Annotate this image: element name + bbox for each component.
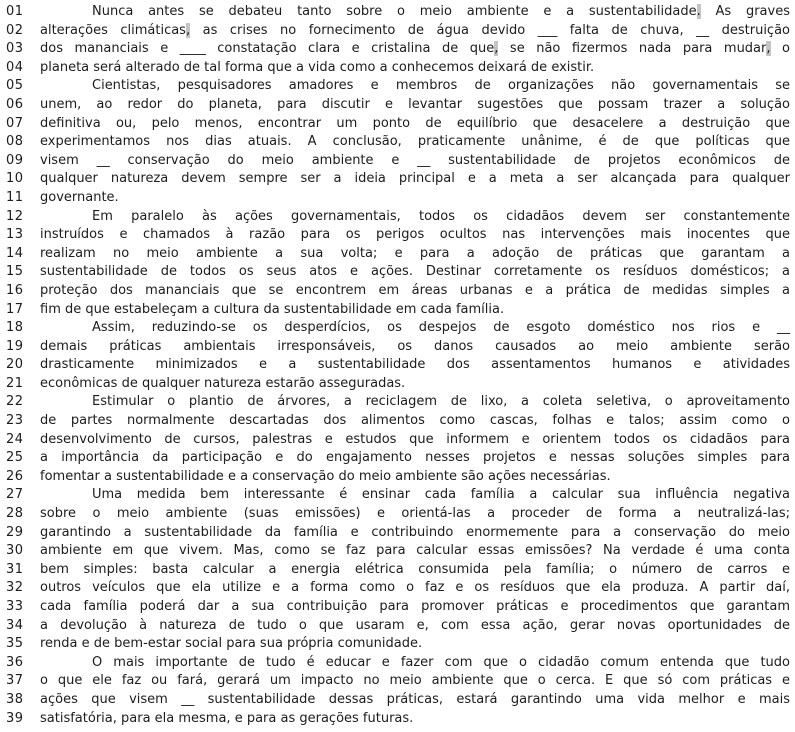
line-number: 15: [6, 264, 24, 280]
text-segment: proteção dos mananciais que se encontrem em áreas urbanas e a prática de medidas simples a: [40, 282, 790, 298]
text-line: [6, 77, 790, 96]
line-text: [40, 263, 790, 282]
line-text: [40, 245, 790, 264]
text-line: [6, 96, 790, 115]
text-segment: garantindo a sustentabilidade da família e contribuindo enormemente para a conservação do meio: [40, 524, 790, 540]
text-segment: Uma medida bem interessante é ensinar cada família a calcular sua influência negativa: [92, 487, 790, 503]
text-segment: Assim, reduzindo-se os desperdícios, os despejos de esgoto doméstico nos rios e __: [92, 320, 790, 336]
highlighted-punctuation: .: [696, 4, 701, 19]
text-line: [6, 170, 790, 189]
text-segment: as crises no fornecimento de água devido ___ falta de chuva, __ destruição: [190, 22, 790, 38]
line-number: 22: [6, 394, 24, 410]
line-number: 32: [6, 580, 24, 596]
text-line: [6, 468, 790, 487]
line-text: [40, 115, 790, 134]
line-number: 34: [6, 617, 24, 633]
text-line: [6, 3, 790, 22]
text-line: [6, 189, 790, 208]
text-segment: econômicas de qualquer natureza estarão asseguradas.: [40, 375, 406, 391]
text-segment: governante.: [40, 189, 119, 205]
text-segment: satisfatória, para ela mesma, e para as gerações futuras.: [40, 710, 414, 726]
text-line: [6, 115, 790, 134]
text-segment: qualquer natureza devem sempre ser a ideia principal e a meta a ser alcançada para qualquer: [40, 171, 790, 187]
text-segment: ambiente em que vivem. Mas, como se faz para calcular essas emissões? Na verdade é uma conta: [40, 543, 790, 559]
text-segment: bem simples: basta calcular a energia elétrica consumida pela família; o número de carros e: [40, 561, 790, 577]
text-line: [6, 338, 790, 357]
line-text: [40, 542, 790, 561]
text-segment: O mais importante de tudo é educar e fazer com que o cidadão comum entenda que tudo: [92, 654, 790, 670]
text-segment: realizam no meio ambiente a sua volta; e para a adoção de práticas que garantam a: [40, 245, 790, 261]
line-number: 24: [6, 431, 24, 447]
line-text: [40, 617, 790, 636]
line-number: 25: [6, 450, 24, 466]
text-segment: instruídos e chamados à razão para os perigos ocultos nas intervenções mais inocentes que: [40, 227, 790, 243]
line-text: [40, 301, 790, 320]
text-line: [6, 635, 790, 654]
text-line: [6, 393, 790, 412]
line-number: 08: [6, 134, 24, 150]
line-number: 10: [6, 171, 24, 187]
line-number: 20: [6, 357, 24, 373]
line-text: [40, 635, 790, 654]
text-segment: drasticamente minimizados e a sustentabilidade dos assentamentos humanos e atividades: [40, 357, 790, 373]
text-segment: demais práticas ambientais irresponsáveis, os danos causados ao meio ambiente serão: [40, 338, 790, 354]
text-segment: fim de que estabeleçam a cultura da sustentabilidade em cada família.: [40, 301, 505, 317]
text-line: [6, 561, 790, 580]
text-line: [6, 691, 790, 710]
line-text: [40, 375, 790, 394]
text-line: [6, 617, 790, 636]
text-segment: o: [770, 41, 790, 57]
text-line: [6, 226, 790, 245]
text-line: [6, 208, 790, 227]
text-segment: de partes normalmente descartadas dos alimentos como cascas, folhas e talos; assim como o: [40, 413, 790, 429]
line-number: 18: [6, 320, 24, 336]
line-text: [40, 40, 790, 59]
line-number: 01: [6, 4, 24, 19]
text-segment: Em paralelo às ações governamentais, todos os cidadãos devem ser constantemente: [92, 208, 790, 224]
line-text: [40, 691, 790, 710]
text-line: [6, 133, 790, 152]
text-segment: Cientistas, pesquisadores amadores e membros de organizações não governamentais se: [92, 78, 790, 94]
line-number: 12: [6, 208, 24, 224]
line-text: [40, 654, 790, 673]
text-segment: visem __ conservação do meio ambiente e __ sustentabilidade de projetos econômicos de: [40, 152, 790, 168]
line-text: [40, 170, 790, 189]
text-segment: a importância da participação e do engajamento nesses projetos e nessas soluções simples para: [40, 450, 790, 466]
line-text: [40, 486, 790, 505]
text-segment: desenvolvimento de cursos, palestras e estudos que informem e orientem todos os cidadãos para: [40, 431, 790, 447]
line-number: 28: [6, 506, 24, 522]
line-number: 14: [6, 245, 24, 261]
text-line: [6, 282, 790, 301]
line-text: [40, 59, 790, 78]
line-text: [40, 468, 790, 487]
line-number: 21: [6, 375, 24, 391]
text-segment: definitiva ou, pelo menos, encontrar um ponto de equilíbrio que desacelere a destruição que: [40, 115, 790, 131]
highlighted-punctuation: ,: [766, 41, 771, 57]
text-segment: alterações climáticas: [40, 22, 186, 38]
text-line: [6, 356, 790, 375]
line-text: [40, 208, 790, 227]
line-number: 33: [6, 599, 24, 614]
line-text: [40, 598, 790, 617]
line-number: 36: [6, 654, 24, 670]
text-segment: fomentar a sustentabilidade e a conservação do meio ambiente são ações necessárias.: [40, 468, 611, 484]
line-text: [40, 579, 790, 598]
line-number: 17: [6, 301, 24, 317]
text-line: [6, 654, 790, 673]
line-text: [40, 22, 790, 41]
text-segment: Nunca antes se debateu tanto sobre o meio ambiente e a sustentabilidade: [92, 4, 697, 19]
line-number: 11: [6, 189, 24, 205]
line-text: [40, 449, 790, 468]
line-number: 03: [6, 41, 24, 57]
line-number: 29: [6, 524, 24, 540]
line-number: 26: [6, 468, 24, 484]
text-segment: a devolução à natureza de tudo o que usaram e, com essa ação, gerar novas oportunidades de: [40, 617, 790, 633]
highlighted-punctuation: ,: [494, 41, 499, 57]
line-number: 30: [6, 543, 24, 559]
line-number: 04: [6, 59, 24, 75]
text-line: [6, 542, 790, 561]
line-number: 16: [6, 282, 24, 298]
line-number: 05: [6, 78, 24, 94]
line-number: 37: [6, 673, 24, 689]
text-line: [6, 710, 790, 729]
line-text: [40, 524, 790, 543]
line-number: 27: [6, 487, 24, 503]
text-line: [6, 672, 790, 691]
line-text: [40, 189, 790, 208]
line-text: [40, 710, 790, 729]
line-number: 02: [6, 22, 24, 38]
line-text: [40, 133, 790, 152]
text-line: [6, 598, 790, 617]
line-text: [40, 393, 790, 412]
text-segment: dos mananciais e ____ constatação clara e cristalina de que: [40, 41, 495, 57]
text-segment: planeta será alterado de tal forma que a vida como a conhecemos deixará de existir.: [40, 59, 595, 75]
text-segment: experimentamos nos dias atuais. A conclusão, praticamente unânime, é de que políticas que: [40, 134, 790, 150]
text-line: [6, 505, 790, 524]
text-segment: sustentabilidade de todos os seus atos e ações. Destinar corretamente os resíduos domésticos; a: [40, 264, 790, 280]
text-segment: unem, ao redor do planeta, para discutir e levantar sugestões que possam trazer a solução: [40, 96, 790, 112]
text-segment: outros veículos que ela utilize e a forma como o faz e os resíduos que ela produza. A partir daí,: [40, 580, 790, 596]
text-line: [6, 301, 790, 320]
line-number: 23: [6, 413, 24, 429]
line-text: [40, 282, 790, 301]
line-number: 07: [6, 115, 24, 131]
line-number: 06: [6, 96, 24, 112]
text-line: [6, 245, 790, 264]
line-number: 35: [6, 636, 24, 652]
text-line: [6, 579, 790, 598]
text-segment: As graves: [700, 4, 790, 19]
line-text: [40, 319, 790, 338]
line-number: 13: [6, 227, 24, 243]
text-segment: sobre o meio ambiente (suas emissões) e orientá-las a proceder de forma a neutralizá-las;: [40, 506, 790, 522]
line-text: [40, 226, 790, 245]
text-segment: cada família poderá dar a sua contribuição para promover práticas e procedimentos que garantam: [40, 599, 790, 614]
line-text: [40, 77, 790, 96]
highlighted-punctuation: ,: [185, 22, 191, 38]
line-text: [40, 672, 790, 691]
text-segment: o que ele faz ou fará, gerará um impacto no meio ambiente que o cerca. E que só com práticas e: [40, 673, 790, 689]
line-number: 39: [6, 710, 24, 726]
line-number: 19: [6, 338, 24, 354]
text-line: [6, 59, 790, 78]
text-segment: renda e de bem-estar social para sua própria comunidade.: [40, 636, 423, 652]
text-line: [6, 431, 790, 450]
line-text: [40, 505, 790, 524]
text-line: [6, 263, 790, 282]
line-text: [40, 431, 790, 450]
line-text: [40, 3, 790, 22]
text-line: [6, 22, 790, 41]
text-segment: se não fizermos nada para mudar: [498, 41, 767, 57]
line-text: [40, 412, 790, 431]
text-line: [6, 412, 790, 431]
text-line: [6, 319, 790, 338]
text-line: [6, 40, 790, 59]
line-number: 38: [6, 691, 24, 707]
line-text: [40, 338, 790, 357]
text-segment: ações que visem __ sustentabilidade dessas práticas, estará garantindo uma vida melhor e mais: [40, 691, 790, 707]
line-text: [40, 96, 790, 115]
text-line: [6, 449, 790, 468]
line-text: [40, 152, 790, 171]
text-line: [6, 152, 790, 171]
text-segment: Estimular o plantio de árvores, a reciclagem de lixo, a coleta seletiva, o aproveitamento: [92, 394, 790, 410]
line-number: 31: [6, 561, 24, 577]
text-line: [6, 486, 790, 505]
line-number: 09: [6, 152, 24, 168]
line-text: [40, 356, 790, 375]
text-line: [6, 524, 790, 543]
text-line: [6, 375, 790, 394]
line-text: [40, 561, 790, 580]
